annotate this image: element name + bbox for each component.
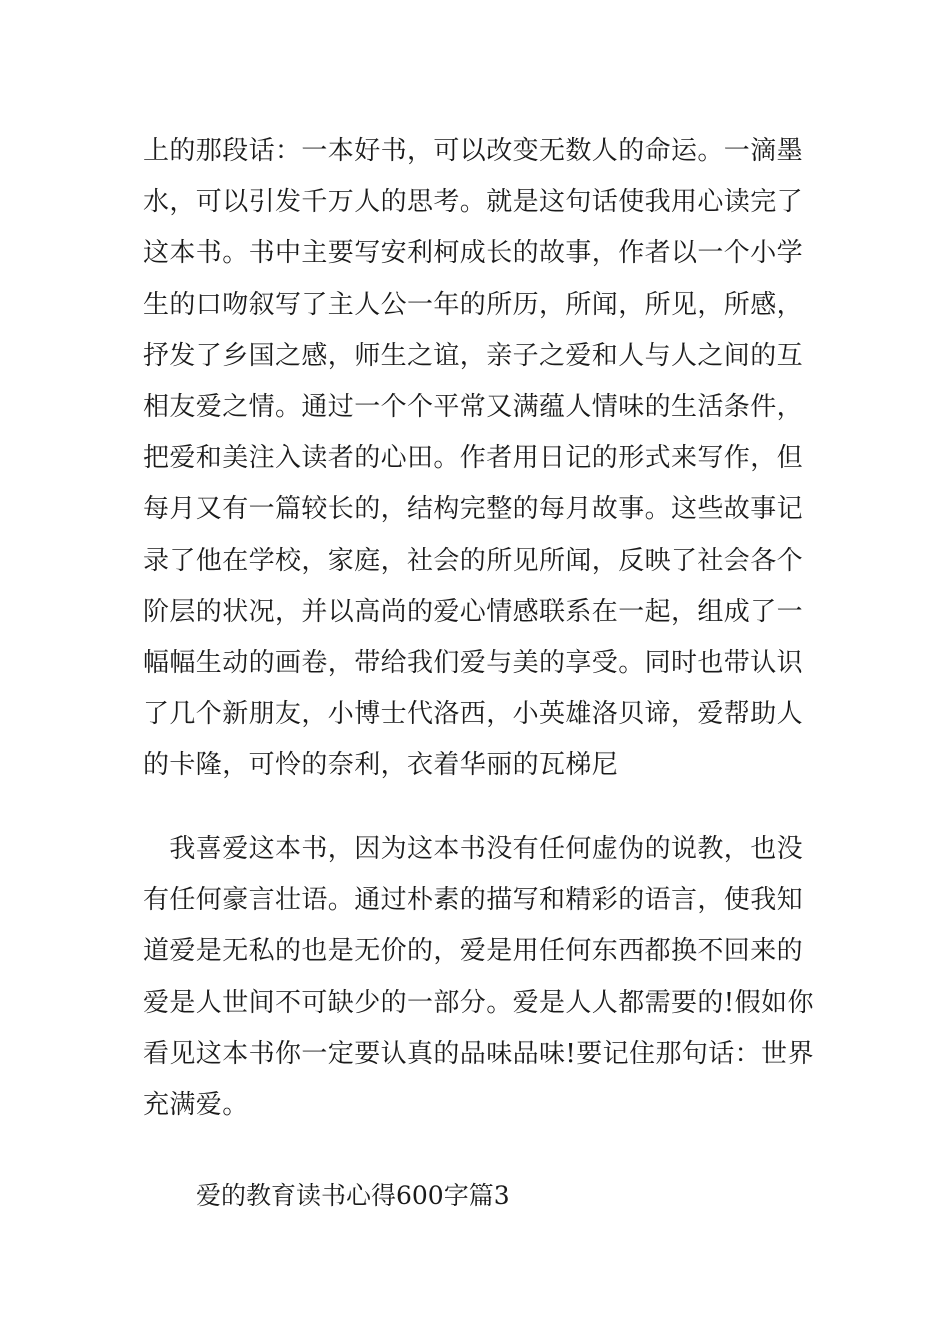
text-line: 这本书。书中主要写安利柯成长的故事，作者以一个小学: [143, 238, 804, 269]
text-line: 录了他在学校，家庭，社会的所见所闻，反映了社会各个: [143, 545, 804, 576]
text-line: 我喜爱这本书，因为这本书没有任何虚伪的说教，也没: [143, 834, 804, 864]
text-line: 上的那段话：一本好书，可以改变无数人的命运。一滴墨: [143, 136, 804, 166]
text-line: 的卡隆，可怜的奈利，衣着华丽的瓦梯尼: [143, 750, 619, 781]
text-line: 爱是人世间不可缺少的一部分。爱是人人都需要的!假如你: [143, 987, 814, 1018]
text-line: 道爱是无私的也是无价的，爱是用任何东西都换不回来的: [143, 936, 804, 967]
text-line: 看见这本书你一定要认真的品味品味!要记住那句话：世界: [143, 1038, 814, 1069]
text-line: 充满爱。: [143, 1090, 249, 1121]
text-line: 每月又有一篇较长的，结构完整的每月故事。这些故事记: [143, 494, 804, 525]
text-line: 抒发了乡国之感，师生之谊，亲子之爱和人与人之间的互: [143, 340, 804, 371]
text-line: 把爱和美注入读者的心田。作者用日记的形式来写作，但: [143, 443, 804, 474]
text-line: 阶层的状况，并以高尚的爱心情感联系在一起，组成了一: [143, 596, 804, 627]
text-line: 生的口吻叙写了主人公一年的所历，所闻，所见，所感，: [143, 289, 804, 320]
text-line: 水，可以引发千万人的思考。就是这句话使我用心读完了: [143, 187, 804, 218]
section-heading: 爱的教育读书心得600字篇3: [196, 1181, 510, 1210]
body-paragraph-2: [143, 824, 813, 1131]
text-line: 了几个新朋友，小博士代洛西，小英雄洛贝谛，爱帮助人: [143, 699, 804, 730]
text-line: 相友爱之情。通过一个个平常又满蕴人情味的生活条件，: [143, 392, 804, 423]
text-line: 幅幅生动的画卷，带给我们爱与美的享受。同时也带认识: [143, 648, 804, 679]
body-paragraph-1: [143, 126, 813, 792]
text-line: 有任何豪言壮语。通过朴素的描写和精彩的语言，使我知: [143, 885, 804, 916]
